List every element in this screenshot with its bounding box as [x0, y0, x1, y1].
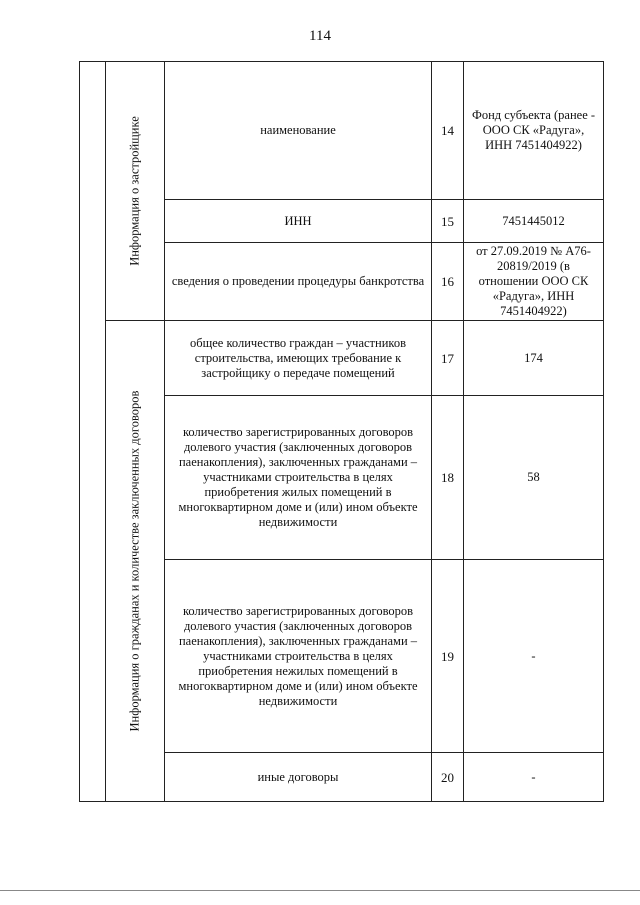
info-table [79, 61, 604, 802]
row-label: сведения о проведении процедуры банкротства [165, 243, 432, 321]
row-value: 174 [464, 321, 604, 396]
row-label: общее количество граждан – участников строительства, имеющих требование к застройщику о передаче помещений [165, 321, 432, 396]
row-number: 19 [432, 560, 464, 753]
row-label: количество зарегистрированных договоров долевого участия (заключенных договоров паенакопления), заключенных гражданами – участниками строительства в целях приобретения нежилых помещений в многоквартирном доме и (или) ином объекте недвижимости [165, 560, 432, 753]
row-value: 7451445012 [464, 200, 604, 243]
blank-column [80, 62, 106, 802]
row-label: иные договоры [165, 753, 432, 802]
row-label: количество зарегистрированных договоров долевого участия (заключенных договоров паенакопления), заключенных гражданами – участниками строительства в целях приобретения жилых помещений в многоквартирном доме и (или) ином объекте недвижимости [165, 396, 432, 560]
section-developer [106, 62, 165, 321]
row-number: 15 [432, 200, 464, 243]
row-value: от 27.09.2019 № А76-20819/2019 (в отношении ООО СК «Радуга», ИНН 7451404922) [464, 243, 604, 321]
row-value: Фонд субъекта (ранее - ООО СК «Радуга», ИНН 7451404922) [464, 62, 604, 200]
section-participants-label: Информация о гражданах и количестве заключенных договоров [127, 390, 142, 732]
table-row [80, 62, 604, 200]
row-value: - [464, 560, 604, 753]
row-number: 18 [432, 396, 464, 560]
row-number: 20 [432, 753, 464, 802]
section-developer-label: Информация о застройщике [127, 116, 142, 266]
row-label: ИНН [165, 200, 432, 243]
row-label: наименование [165, 62, 432, 200]
row-number: 16 [432, 243, 464, 321]
bottom-rule [0, 890, 640, 891]
row-value: - [464, 753, 604, 802]
page-number: 114 [309, 28, 331, 44]
section-participants [106, 321, 165, 802]
table-row [80, 321, 604, 396]
row-number: 14 [432, 62, 464, 200]
row-value: 58 [464, 396, 604, 560]
row-number: 17 [432, 321, 464, 396]
